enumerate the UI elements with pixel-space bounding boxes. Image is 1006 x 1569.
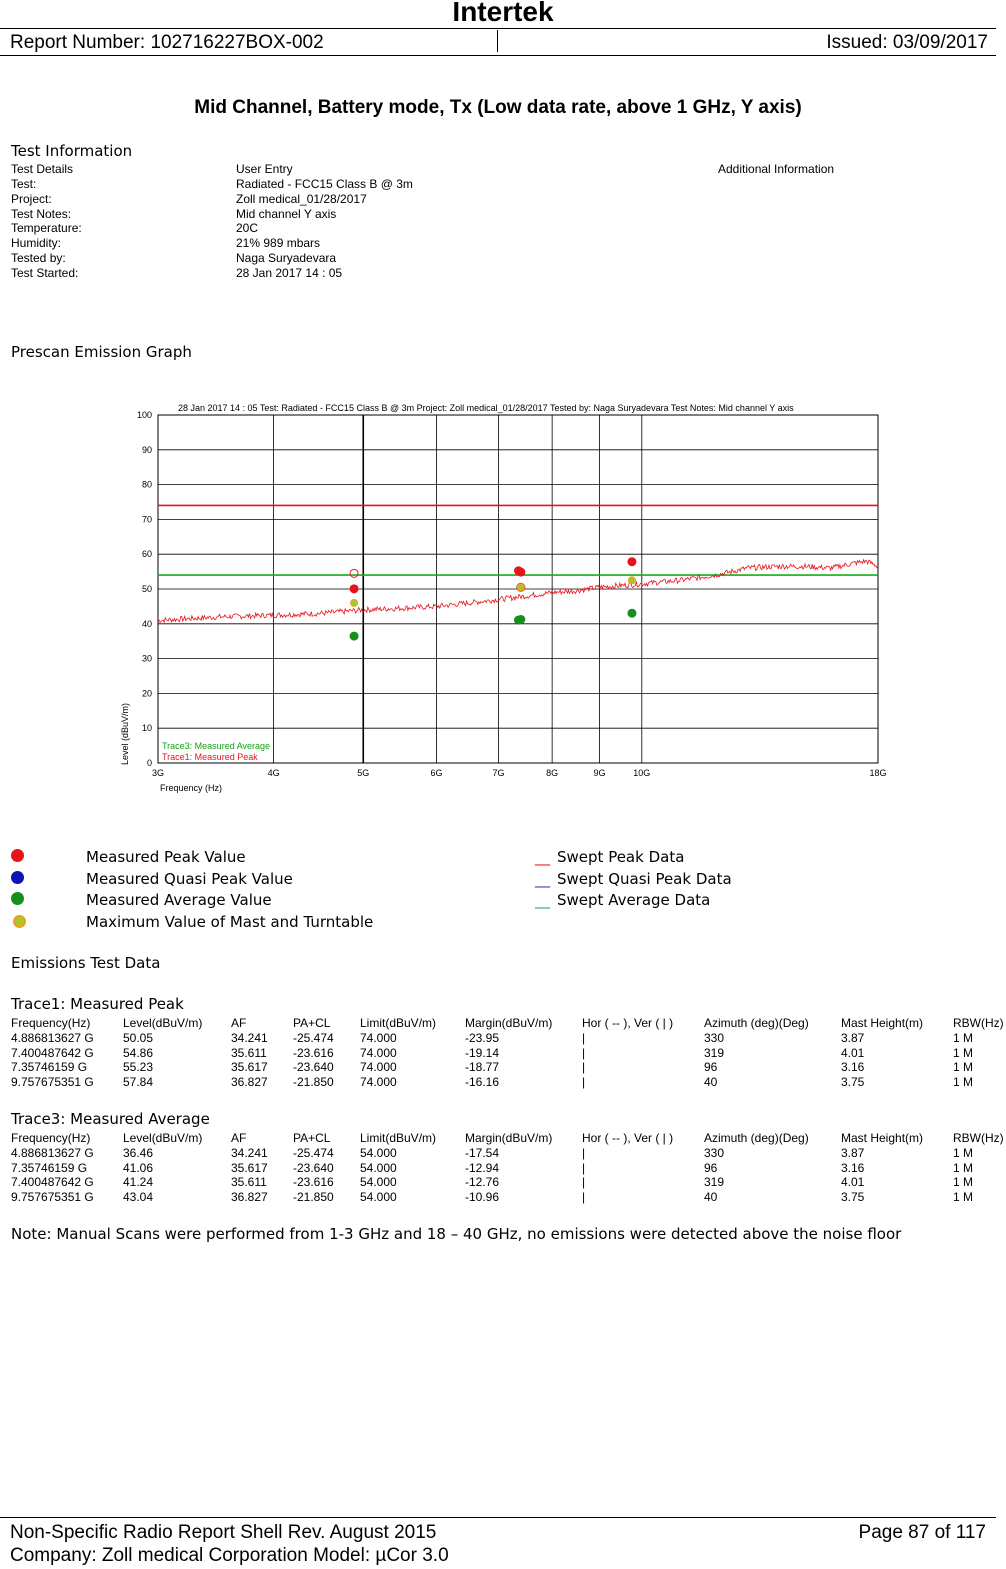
emissions-heading: Emissions Test Data: [11, 954, 161, 972]
legend-marker-icon: [11, 892, 24, 905]
column-header: AF: [231, 1131, 247, 1146]
table-cell: 1 M: [953, 1075, 974, 1090]
test-info-value: Mid channel Y axis: [236, 206, 337, 221]
column-header: Hor ( -- ), Ver ( | ): [582, 1131, 674, 1146]
table-cell: 3.16: [841, 1060, 865, 1075]
trace3-label: Trace3: Measured Average: [162, 741, 271, 751]
measured-point: [351, 599, 358, 606]
table-cell: |: [582, 1075, 586, 1090]
page-title: Mid Channel, Battery mode, Tx (Low data rate, above 1 GHz, Y axis): [194, 97, 802, 118]
footer-shell: Non-Specific Radio Report Shell Rev. August 2015: [10, 1522, 437, 1543]
table-header-row: [11, 1016, 1004, 1031]
table-cell: -19.14: [465, 1045, 500, 1060]
y-tick-label: 30: [141, 653, 152, 664]
table-cell: 3.87: [841, 1146, 865, 1161]
table-cell: -17.54: [465, 1146, 500, 1161]
table-cell: -23.640: [293, 1160, 334, 1175]
legend-line-icon: __: [535, 848, 550, 866]
trace1-heading: Trace1: Measured Peak: [11, 995, 184, 1013]
table-cell: 54.000: [360, 1190, 397, 1205]
table-cell: 319: [704, 1045, 725, 1060]
table-cell: 41.24: [123, 1175, 154, 1190]
table-cell: -23.640: [293, 1060, 334, 1075]
measured-point: [350, 632, 359, 641]
chart-title: 28 Jan 2017 14 : 05 Test: Radiated - FCC15 Class B @ 3m Project: Zoll medical_01/28/2017 Tested by: Naga Suryadevara Test Notes: Mid channel Y axis: [178, 403, 794, 413]
table-cell: 50.05: [123, 1031, 154, 1046]
column-header: Azimuth (deg)(Deg): [704, 1016, 809, 1031]
test-info-value: 21% 989 mbars: [236, 236, 321, 251]
legend-marker-icon: [13, 915, 26, 928]
table-cell: 96: [704, 1060, 718, 1075]
trace3-heading: Trace3: Measured Average: [11, 1110, 210, 1128]
table-cell: 9.757675351 G: [11, 1190, 94, 1205]
footer-page-number: Page 87 of 117: [858, 1522, 986, 1543]
legend-line-icon: __: [535, 869, 550, 888]
column-header: Margin(dBuV/m): [465, 1016, 553, 1031]
x-tick-label: 9G: [593, 768, 606, 778]
chart-y-label: Level (dBuV/m): [120, 702, 130, 765]
table-header-row: [11, 1131, 1004, 1146]
test-info-value: Radiated - FCC15 Class B @ 3m: [236, 177, 413, 191]
table-row: [11, 1060, 1004, 1075]
table-cell: |: [582, 1146, 586, 1161]
table-cell: -12.94: [465, 1160, 500, 1175]
legend-label: Measured Average Value: [86, 891, 272, 909]
legend-swept-label: Swept Peak Data: [557, 848, 685, 866]
table-cell: |: [582, 1045, 586, 1060]
issued-date: Issued: 03/09/2017: [826, 32, 988, 53]
column-header: Frequency(Hz): [11, 1016, 91, 1031]
x-tick-label: 6G: [430, 768, 443, 778]
column-header: Limit(dBuV/m): [360, 1016, 437, 1031]
legend-swept-label: Swept Quasi Peak Data: [557, 869, 732, 888]
column-header: PA+CL: [293, 1131, 331, 1146]
column-header: Mast Height(m): [841, 1131, 924, 1146]
table-cell: 4.886813627 G: [11, 1031, 94, 1046]
table-cell: 36.827: [231, 1190, 268, 1205]
table-cell: 7.35746159 G: [11, 1160, 88, 1175]
legend-line-icon: __: [535, 891, 550, 909]
user-entry-header: User Entry: [236, 162, 293, 176]
column-header: RBW(Hz): [953, 1016, 1004, 1031]
table-cell: |: [582, 1175, 586, 1190]
legend-swept-label: Swept Average Data: [557, 891, 711, 909]
y-tick-label: 100: [136, 410, 152, 420]
table-cell: -25.474: [293, 1031, 334, 1046]
y-tick-label: 10: [141, 723, 152, 734]
measured-point: [517, 584, 524, 591]
footer-company: Company: Zoll medical Corporation Model: µCor 3.0: [10, 1545, 449, 1566]
table-cell: 40: [704, 1075, 718, 1090]
table-cell: 3.87: [841, 1031, 865, 1046]
table-cell: -12.76: [465, 1175, 500, 1190]
table-cell: -23.95: [465, 1031, 500, 1046]
table-cell: -10.96: [465, 1190, 500, 1205]
table-cell: 36.827: [231, 1075, 268, 1090]
table-cell: 319: [704, 1175, 725, 1190]
table-cell: -23.616: [293, 1175, 334, 1190]
test-info-label: Test Notes:: [11, 206, 72, 221]
table-cell: 3.75: [841, 1190, 865, 1205]
table-cell: |: [582, 1060, 586, 1075]
table-cell: 74.000: [360, 1075, 397, 1090]
table-cell: 1 M: [953, 1160, 974, 1175]
column-header: Hor ( -- ), Ver ( | ): [582, 1016, 674, 1031]
trace1-table: [11, 1016, 1004, 1089]
table-cell: 54.000: [360, 1146, 397, 1161]
table-cell: -25.474: [293, 1146, 334, 1161]
table-cell: 1 M: [953, 1031, 974, 1046]
x-tick-label: 10G: [633, 768, 651, 778]
test-info-value: 28 Jan 2017 14 : 05: [236, 265, 343, 280]
table-cell: 1 M: [953, 1045, 974, 1060]
table-row: [11, 1160, 1004, 1175]
prescan-emission-chart: [100, 395, 900, 800]
test-info-heading: Test Information: [11, 142, 133, 160]
table-cell: 74.000: [360, 1060, 397, 1075]
table-cell: 3.75: [841, 1075, 865, 1090]
table-cell: 35.617: [231, 1060, 268, 1075]
table-row: [11, 1075, 1004, 1090]
column-header: RBW(Hz): [953, 1131, 1004, 1146]
header-rule-top: [0, 28, 996, 29]
table-cell: 55.23: [123, 1060, 154, 1075]
table-cell: 9.757675351 G: [11, 1075, 94, 1090]
y-tick-label: 60: [141, 549, 152, 560]
x-tick-label: 5G: [357, 768, 370, 778]
company-name: Intertek: [452, 0, 554, 27]
measured-point: [514, 566, 523, 575]
table-cell: 74.000: [360, 1031, 397, 1046]
column-header: Azimuth (deg)(Deg): [704, 1131, 809, 1146]
column-header: PA+CL: [293, 1016, 331, 1031]
table-cell: 1 M: [953, 1175, 974, 1190]
prescan-heading: Prescan Emission Graph: [11, 343, 192, 361]
table-cell: 74.000: [360, 1045, 397, 1060]
report-number: Report Number: 102716227BOX-002: [10, 32, 324, 53]
header-rule-bottom: [0, 55, 996, 56]
trace3-table: [11, 1131, 1004, 1204]
table-cell: 330: [704, 1031, 725, 1046]
y-tick-label: 40: [141, 618, 152, 629]
table-cell: 1 M: [953, 1060, 974, 1075]
table-cell: 96: [704, 1160, 718, 1175]
table-cell: -18.77: [465, 1060, 500, 1075]
table-cell: 35.617: [231, 1160, 268, 1175]
legend-marker-icon: [11, 849, 24, 862]
table-cell: -23.616: [293, 1045, 334, 1060]
y-tick-label: 50: [141, 584, 152, 594]
chart-x-label: Frequency (Hz): [160, 783, 223, 793]
table-cell: 34.241: [231, 1031, 268, 1046]
column-header: AF: [231, 1016, 247, 1031]
legend-label: Measured Peak Value: [86, 848, 246, 866]
table-cell: 36.46: [123, 1146, 154, 1161]
y-tick-label: 70: [141, 514, 152, 525]
table-cell: 330: [704, 1146, 725, 1161]
table-cell: 7.35746159 G: [11, 1060, 88, 1075]
test-info-label: Test:: [11, 177, 37, 191]
manual-scan-note: Note: Manual Scans were performed from 1-3 GHz and 18 – 40 GHz, no emissions were detected above the noise floor: [11, 1225, 902, 1243]
table-cell: 54.000: [360, 1160, 397, 1175]
table-cell: |: [582, 1031, 586, 1046]
table-cell: 4.886813627 G: [11, 1146, 94, 1161]
table-cell: |: [582, 1190, 586, 1205]
table-cell: 35.611: [231, 1175, 267, 1190]
table-cell: 40: [704, 1190, 718, 1205]
table-row: [11, 1175, 1004, 1190]
table-row: [11, 1146, 1004, 1161]
column-header: Margin(dBuV/m): [465, 1131, 553, 1146]
test-info-value: 20C: [236, 221, 259, 236]
table-cell: |: [582, 1160, 586, 1175]
table-row: [11, 1190, 1004, 1205]
x-tick-label: 7G: [492, 768, 505, 778]
column-header: Limit(dBuV/m): [360, 1131, 437, 1146]
table-cell: 54.000: [360, 1175, 397, 1190]
test-info-label: Humidity:: [11, 236, 62, 251]
measured-point: [350, 584, 359, 593]
header-separator: [497, 30, 498, 52]
y-tick-label: 80: [141, 479, 152, 490]
x-tick-label: 8G: [546, 768, 559, 778]
legend-marker-icon: [11, 871, 24, 884]
measured-point: [627, 557, 636, 566]
trace1-label: Trace1: Measured Peak: [162, 752, 258, 762]
table-cell: 3.16: [841, 1160, 865, 1175]
measured-point: [627, 609, 636, 618]
test-info-label: Tested by:: [11, 251, 66, 265]
y-tick-label: 90: [141, 444, 152, 455]
legend-label: Maximum Value of Mast and Turntable: [86, 912, 374, 931]
table-cell: -21.850: [293, 1190, 334, 1205]
measured-point: [628, 577, 635, 584]
table-cell: -16.16: [465, 1075, 500, 1090]
x-tick-label: 18G: [869, 768, 887, 778]
table-cell: 35.611: [231, 1045, 267, 1060]
y-tick-label: 20: [141, 688, 152, 699]
test-info-value: Zoll medical_01/28/2017: [236, 191, 367, 206]
table-cell: 1 M: [953, 1146, 974, 1161]
test-info-value: Naga Suryadevara: [236, 251, 337, 265]
additional-info-header: Additional Information: [718, 162, 835, 176]
table-row: [11, 1031, 1004, 1046]
x-tick-label: 3G: [151, 768, 165, 778]
legend-label: Measured Quasi Peak Value: [86, 869, 293, 888]
test-info-label: Test Started:: [11, 265, 79, 280]
y-tick-label: 0: [146, 758, 152, 768]
column-header: Level(dBuV/m): [123, 1016, 203, 1031]
column-header: Level(dBuV/m): [123, 1131, 203, 1146]
table-cell: -21.850: [293, 1075, 334, 1090]
table-row: [11, 1045, 1004, 1060]
test-info-label: Project:: [11, 191, 52, 206]
table-cell: 4.01: [841, 1045, 865, 1060]
table-cell: 54.86: [123, 1045, 154, 1060]
table-cell: 34.241: [231, 1146, 268, 1161]
measured-point: [516, 615, 525, 624]
x-tick-label: 4G: [267, 768, 280, 778]
table-cell: 4.01: [841, 1175, 865, 1190]
table-cell: 1 M: [953, 1190, 974, 1205]
table-cell: 43.04: [123, 1190, 154, 1205]
test-details-header: Test Details: [11, 162, 74, 176]
table-cell: 7.400487642 G: [11, 1175, 94, 1190]
table-cell: 41.06: [123, 1160, 154, 1175]
table-cell: 7.400487642 G: [11, 1045, 94, 1060]
footer-rule: [0, 1517, 996, 1518]
column-header: Mast Height(m): [841, 1016, 924, 1031]
table-cell: 57.84: [123, 1075, 154, 1090]
test-info-label: Temperature:: [11, 221, 82, 236]
column-header: Frequency(Hz): [11, 1131, 91, 1146]
